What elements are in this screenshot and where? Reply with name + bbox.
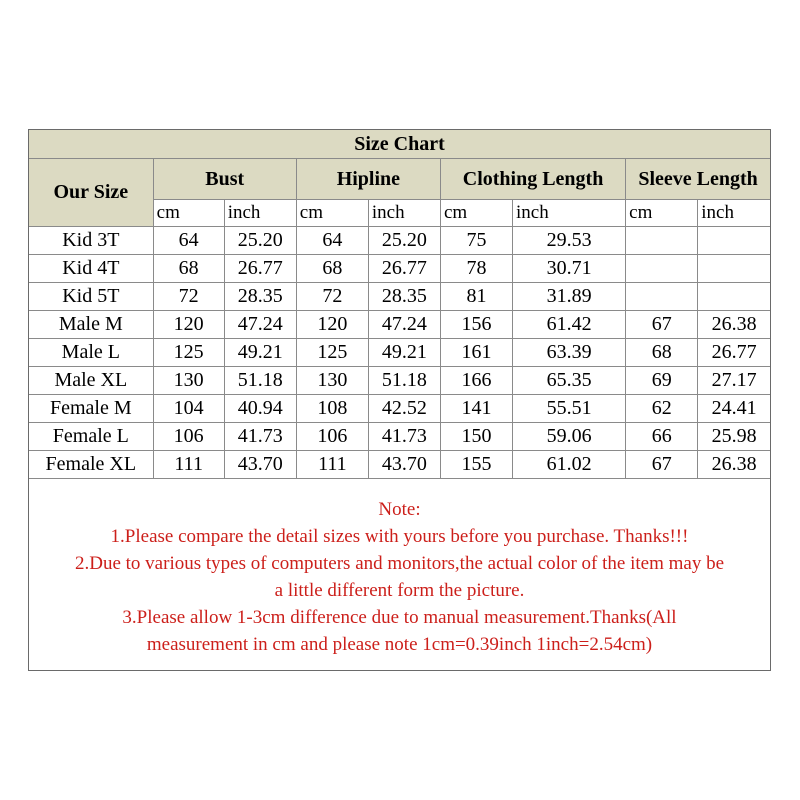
size-label-cell: Male L — [29, 339, 153, 367]
measurement-cell: 42.52 — [368, 395, 440, 423]
size-chart — [28, 129, 771, 671]
size-label-cell: Male M — [29, 311, 153, 339]
measurement-cell: 49.21 — [368, 339, 440, 367]
measurement-cell: 130 — [153, 367, 224, 395]
measurement-cell: 25.20 — [224, 227, 296, 255]
unit-cell: inch — [224, 200, 296, 227]
measurement-cell: 40.94 — [224, 395, 296, 423]
bust-header: Bust — [153, 159, 296, 200]
note-line: 1.Please compare the detail sizes with yours before you purchase. Thanks!!! — [110, 526, 689, 547]
size-label-cell: Female M — [29, 395, 153, 423]
unit-cell: inch — [513, 200, 626, 227]
size-label-cell: Male XL — [29, 367, 153, 395]
clothing-length-header: Clothing Length — [440, 159, 625, 200]
measurement-cell: 68 — [153, 255, 224, 283]
measurement-cell: 61.42 — [513, 311, 626, 339]
measurement-cell: 25.98 — [698, 423, 770, 451]
measurement-cell: 120 — [153, 311, 224, 339]
size-label-cell: Female XL — [29, 451, 153, 479]
measurement-cell: 125 — [153, 339, 224, 367]
measurement-cell: 75 — [440, 227, 512, 255]
measurement-cell: 64 — [153, 227, 224, 255]
measurement-cell: 43.70 — [224, 451, 296, 479]
our-size-header: Our Size — [29, 159, 153, 227]
measurement-cell: 104 — [153, 395, 224, 423]
measurement-cell: 26.38 — [698, 311, 770, 339]
measurement-cell: 49.21 — [224, 339, 296, 367]
unit-cell: cm — [153, 200, 224, 227]
table-row — [29, 283, 770, 311]
table-row — [29, 255, 770, 283]
measurement-cell: 24.41 — [698, 395, 770, 423]
measurement-cell: 64 — [296, 227, 368, 255]
measurement-cell: 156 — [440, 311, 512, 339]
measurement-cell: 67 — [626, 311, 698, 339]
measurement-cell: 47.24 — [368, 311, 440, 339]
unit-cell: cm — [626, 200, 698, 227]
measurement-cell: 72 — [153, 283, 224, 311]
measurement-cell: 31.89 — [513, 283, 626, 311]
size-label-cell: Kid 3T — [29, 227, 153, 255]
measurement-cell: 141 — [440, 395, 512, 423]
measurement-cell — [626, 283, 698, 311]
size-rows — [29, 227, 770, 479]
measurement-cell: 161 — [440, 339, 512, 367]
size-label-cell: Kid 5T — [29, 283, 153, 311]
measurement-cell: 55.51 — [513, 395, 626, 423]
measurement-cell: 26.77 — [698, 339, 770, 367]
unit-cell: inch — [698, 200, 770, 227]
note-line: 3.Please allow 1-3cm difference due to manual measurement.Thanks(All — [122, 607, 677, 628]
measurement-cell: 81 — [440, 283, 512, 311]
size-label-cell: Kid 4T — [29, 255, 153, 283]
measurement-cell — [698, 255, 770, 283]
measurement-cell: 72 — [296, 283, 368, 311]
measurement-cell: 125 — [296, 339, 368, 367]
unit-cell: cm — [296, 200, 368, 227]
sleeve-length-header: Sleeve Length — [626, 159, 770, 200]
table-row — [29, 395, 770, 423]
chart-title: Size Chart — [29, 130, 770, 159]
measurement-cell: 66 — [626, 423, 698, 451]
measurement-cell: 69 — [626, 367, 698, 395]
unit-cell: inch — [368, 200, 440, 227]
note-line: a little different form the picture. — [274, 580, 525, 601]
measurement-cell: 106 — [296, 423, 368, 451]
table-row — [29, 339, 770, 367]
measurement-cell: 62 — [626, 395, 698, 423]
measurement-cell: 108 — [296, 395, 368, 423]
measurement-cell — [626, 227, 698, 255]
measurement-cell: 25.20 — [368, 227, 440, 255]
notes-section — [29, 478, 770, 670]
measurement-cell — [626, 255, 698, 283]
measurement-cell: 47.24 — [224, 311, 296, 339]
measurement-cell: 30.71 — [513, 255, 626, 283]
note-line: measurement in cm and please note 1cm=0.39inch 1inch=2.54cm) — [146, 634, 653, 655]
table-row — [29, 311, 770, 339]
measurement-cell: 65.35 — [513, 367, 626, 395]
table-row — [29, 227, 770, 255]
measurement-cell: 111 — [296, 451, 368, 479]
measurement-cell: 28.35 — [224, 283, 296, 311]
measurement-cell: 27.17 — [698, 367, 770, 395]
measurement-cell: 111 — [153, 451, 224, 479]
size-label-cell: Female L — [29, 423, 153, 451]
note-heading: Note: — [378, 499, 421, 520]
measurement-cell — [698, 227, 770, 255]
measurement-cell — [698, 283, 770, 311]
measurement-cell: 51.18 — [368, 367, 440, 395]
measurement-cell: 130 — [296, 367, 368, 395]
measurement-cell: 51.18 — [224, 367, 296, 395]
measurement-cell: 29.53 — [513, 227, 626, 255]
measurement-cell: 28.35 — [368, 283, 440, 311]
measurement-cell: 41.73 — [224, 423, 296, 451]
measurement-cell: 43.70 — [368, 451, 440, 479]
measurement-cell: 78 — [440, 255, 512, 283]
table-row — [29, 451, 770, 479]
measurement-cell: 26.77 — [368, 255, 440, 283]
measurement-cell: 63.39 — [513, 339, 626, 367]
measurement-cell: 68 — [296, 255, 368, 283]
measurement-cell: 106 — [153, 423, 224, 451]
hipline-header: Hipline — [296, 159, 440, 200]
unit-cell: cm — [440, 200, 512, 227]
measurement-cell: 155 — [440, 451, 512, 479]
measurement-cell: 61.02 — [513, 451, 626, 479]
measurement-cell: 41.73 — [368, 423, 440, 451]
table-row — [29, 367, 770, 395]
measurement-cell: 59.06 — [513, 423, 626, 451]
measurement-cell: 68 — [626, 339, 698, 367]
size-table — [29, 130, 770, 478]
note-line: 2.Due to various types of computers and monitors,the actual color of the item may be — [75, 553, 724, 574]
measurement-cell: 166 — [440, 367, 512, 395]
measurement-cell: 120 — [296, 311, 368, 339]
measurement-cell: 67 — [626, 451, 698, 479]
table-row — [29, 423, 770, 451]
measurement-cell: 26.77 — [224, 255, 296, 283]
measurement-cell: 26.38 — [698, 451, 770, 479]
measurement-cell: 150 — [440, 423, 512, 451]
